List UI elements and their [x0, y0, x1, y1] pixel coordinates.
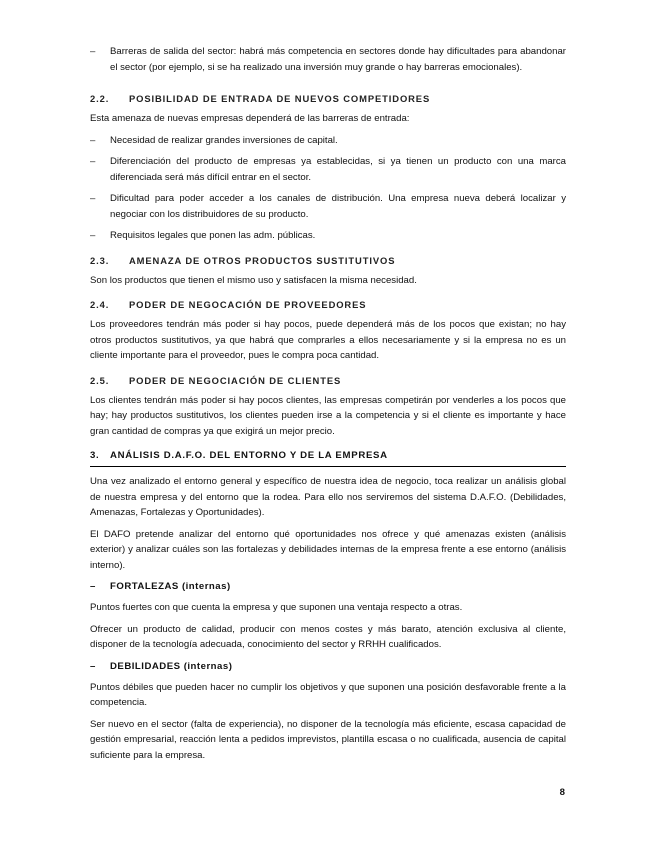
list-item: [90, 191, 566, 222]
list-item: [90, 154, 566, 185]
bullet-dash: –: [90, 46, 96, 57]
paragraph: Ser nuevo en el sector (falta de experiencia), no disponer de la tecnología más eficiente, escasa capacidad de gestión empresarial, reacción lenta a pedidos imprevistos, plantilla escasa o no cualificada, ausencia de capital suficiente para la empresa.: [90, 718, 566, 761]
list-item-text: Necesidad de realizar grandes inversiones de capital.: [110, 134, 338, 146]
subheading-text: FORTALEZAS (internas): [110, 581, 231, 592]
bullet-dash: –: [90, 660, 96, 672]
bullet-dash: –: [90, 581, 96, 592]
paragraph: Puntos débiles que pueden hacer no cumplir los objetivos y que suponen una posición desfavorable frente a la competencia.: [90, 681, 566, 708]
section-title: PODER DE NEGOCACIÓN DE PROVEEDORES: [129, 299, 367, 310]
list-item-text: Barreras de salida del sector: habrá más competencia en sectores donde hay dificultades para abandonar el sector (por ejemplo, si se ha realizado una inversión muy grande o hay barreras emocionales).: [110, 46, 566, 73]
list-item-text: Diferenciación del producto de empresas ya establecidas, si ya tienen un producto con una marca diferenciada será más difícil entrar en el sector.: [110, 156, 566, 183]
paragraph: Una vez analizado el entorno general y específico de nuestra idea de negocio, toca realizar un análisis global de nuestra empresa y del entorno que la rodea. Para ello nos serviremos del sistema D.A.F.O. (Debilidades, Amenazas, Fortalezas y Oportunidades).: [90, 476, 566, 518]
page-content: [90, 44, 566, 763]
section-title: PODER DE NEGOCIACIÓN DE CLIENTES: [129, 374, 342, 386]
subheading-fortalezas: [90, 580, 566, 594]
section-heading-2-5: [90, 374, 566, 388]
section-number: 2.2.: [90, 93, 110, 104]
list-item: [90, 133, 566, 149]
list-item: [90, 228, 566, 244]
paragraph: Esta amenaza de nuevas empresas dependerá de las barreras de entrada:: [90, 113, 410, 124]
bullet-dash: –: [90, 193, 96, 204]
list-item-text: Requisitos legales que ponen las adm. públicas.: [110, 230, 316, 241]
section-title: POSIBILIDAD DE ENTRADA DE NUEVOS COMPETIDORES: [129, 93, 431, 104]
list-item-text: Dificultad para poder acceder a los canales de distribución. Una empresa nueva deberá localizar y negociar con los distribuidores de su producto.: [110, 193, 566, 220]
page-number: 8: [559, 787, 565, 798]
paragraph: Puntos fuertes con que cuenta la empresa y que suponen una ventaja respecto a otras.: [90, 602, 463, 613]
bullet-dash: –: [90, 156, 96, 167]
section-heading-2-3: [90, 254, 566, 268]
paragraph: Ofrecer un producto de calidad, producir con menos costes y más barato, atención exclusiva al cliente, disponer de la tecnología adecuada, conocimiento del sector y RRHH cualificados.: [90, 623, 566, 650]
section-number: 2.3.: [90, 254, 110, 266]
paragraph: Son los productos que tienen el mismo uso y satisfacen la misma necesidad.: [90, 274, 417, 286]
section-title: ANÁLISIS D.A.F.O. DEL ENTORNO Y DE LA EMPRESA: [110, 450, 388, 461]
section-heading-3: [90, 449, 566, 467]
bullet-dash: –: [90, 230, 96, 241]
bullet-dash: –: [90, 134, 96, 146]
list-item: [90, 44, 566, 75]
subheading-text: DEBILIDADES (internas): [110, 660, 233, 672]
subheading-debilidades: [90, 660, 566, 674]
section-title: AMENAZA DE OTROS PRODUCTOS SUSTITUTIVOS: [129, 254, 396, 266]
section-heading-2-4: [90, 298, 566, 312]
section-heading-2-2: [90, 92, 566, 106]
section-number: 3.: [90, 450, 100, 461]
section-number: 2.5.: [90, 374, 110, 386]
paragraph: Los proveedores tendrán más poder si hay pocos, puede dependerá más de los pocos que existan; no hay otros productos sustitutivos, ya que habrá que comprarles a ellos necesariamente y si la empresa no es un cliente importante para el proveedor, pues le compra poca cantidad.: [90, 319, 566, 361]
paragraph: El DAFO pretende analizar del entorno qué oportunidades nos ofrece y qué amenazas existen (análisis exterior) y analizar cuáles son las fortalezas y debilidades internas de la empresa frente a ese entorno (análisis interno).: [90, 528, 566, 571]
section-number: 2.4.: [90, 299, 110, 310]
paragraph: Los clientes tendrán más poder si hay pocos clientes, las empresas competirán por venderles a los pocos que hay; hay productos sustitutivos, los clientes pueden irse a la competencia y si el cliente es importante y hace gran cantidad de compras ya que exigirá un mejor precio.: [90, 394, 566, 437]
